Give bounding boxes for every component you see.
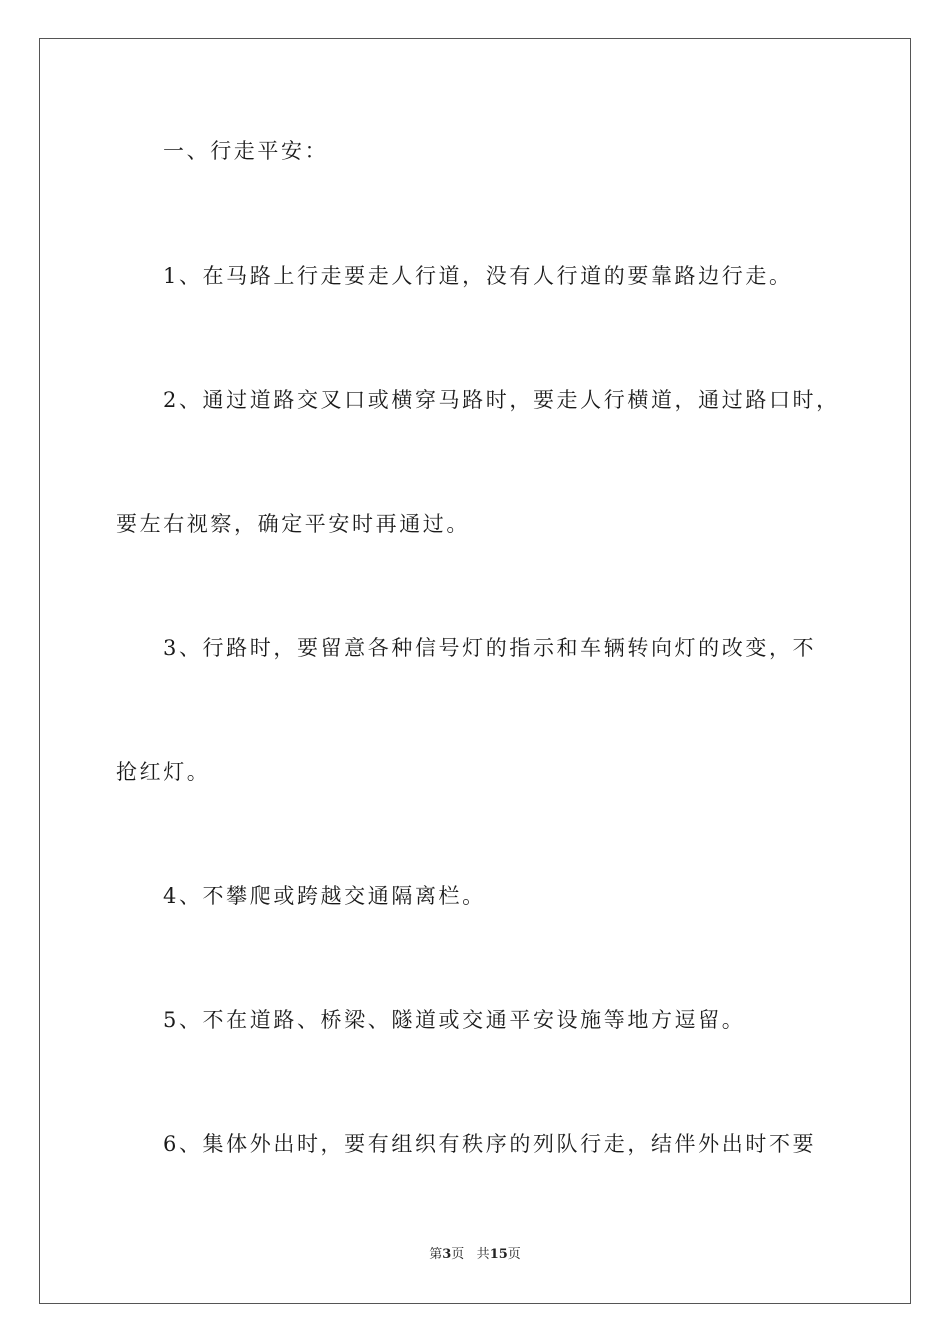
paragraph-line: 6、集体外出时，要有组织有秩序的列队行走，结伴外出时不要 — [163, 1132, 817, 1156]
footer-page-number: 3 — [442, 1247, 452, 1262]
section-heading: 一、行走平安： — [163, 139, 329, 163]
footer-page-suffix: 页 — [451, 1247, 465, 1262]
paragraph-line: 抢红灯。 — [116, 760, 211, 784]
footer-total-suffix: 页 — [507, 1247, 521, 1262]
page-border — [39, 38, 911, 1304]
footer-page-prefix: 第 — [429, 1247, 443, 1262]
paragraph-line: 2、通过道路交叉口或横穿马路时，要走人行横道，通过路口时， — [163, 388, 840, 412]
paragraph-line: 要左右视察，确定平安时再通过。 — [116, 512, 470, 536]
footer-total-prefix: 共 — [476, 1247, 490, 1262]
paragraph-line: 4、不攀爬或跨越交通隔离栏。 — [163, 884, 486, 908]
paragraph-line: 5、不在道路、桥梁、隧道或交通平安设施等地方逗留。 — [163, 1008, 746, 1032]
paragraph-line: 3、行路时，要留意各种信号灯的指示和车辆转向灯的改变，不 — [163, 636, 817, 660]
footer-total-pages: 15 — [489, 1247, 508, 1262]
paragraph-line: 1、在马路上行走要走人行道，没有人行道的要靠路边行走。 — [163, 264, 793, 288]
page-footer — [0, 1245, 950, 1265]
